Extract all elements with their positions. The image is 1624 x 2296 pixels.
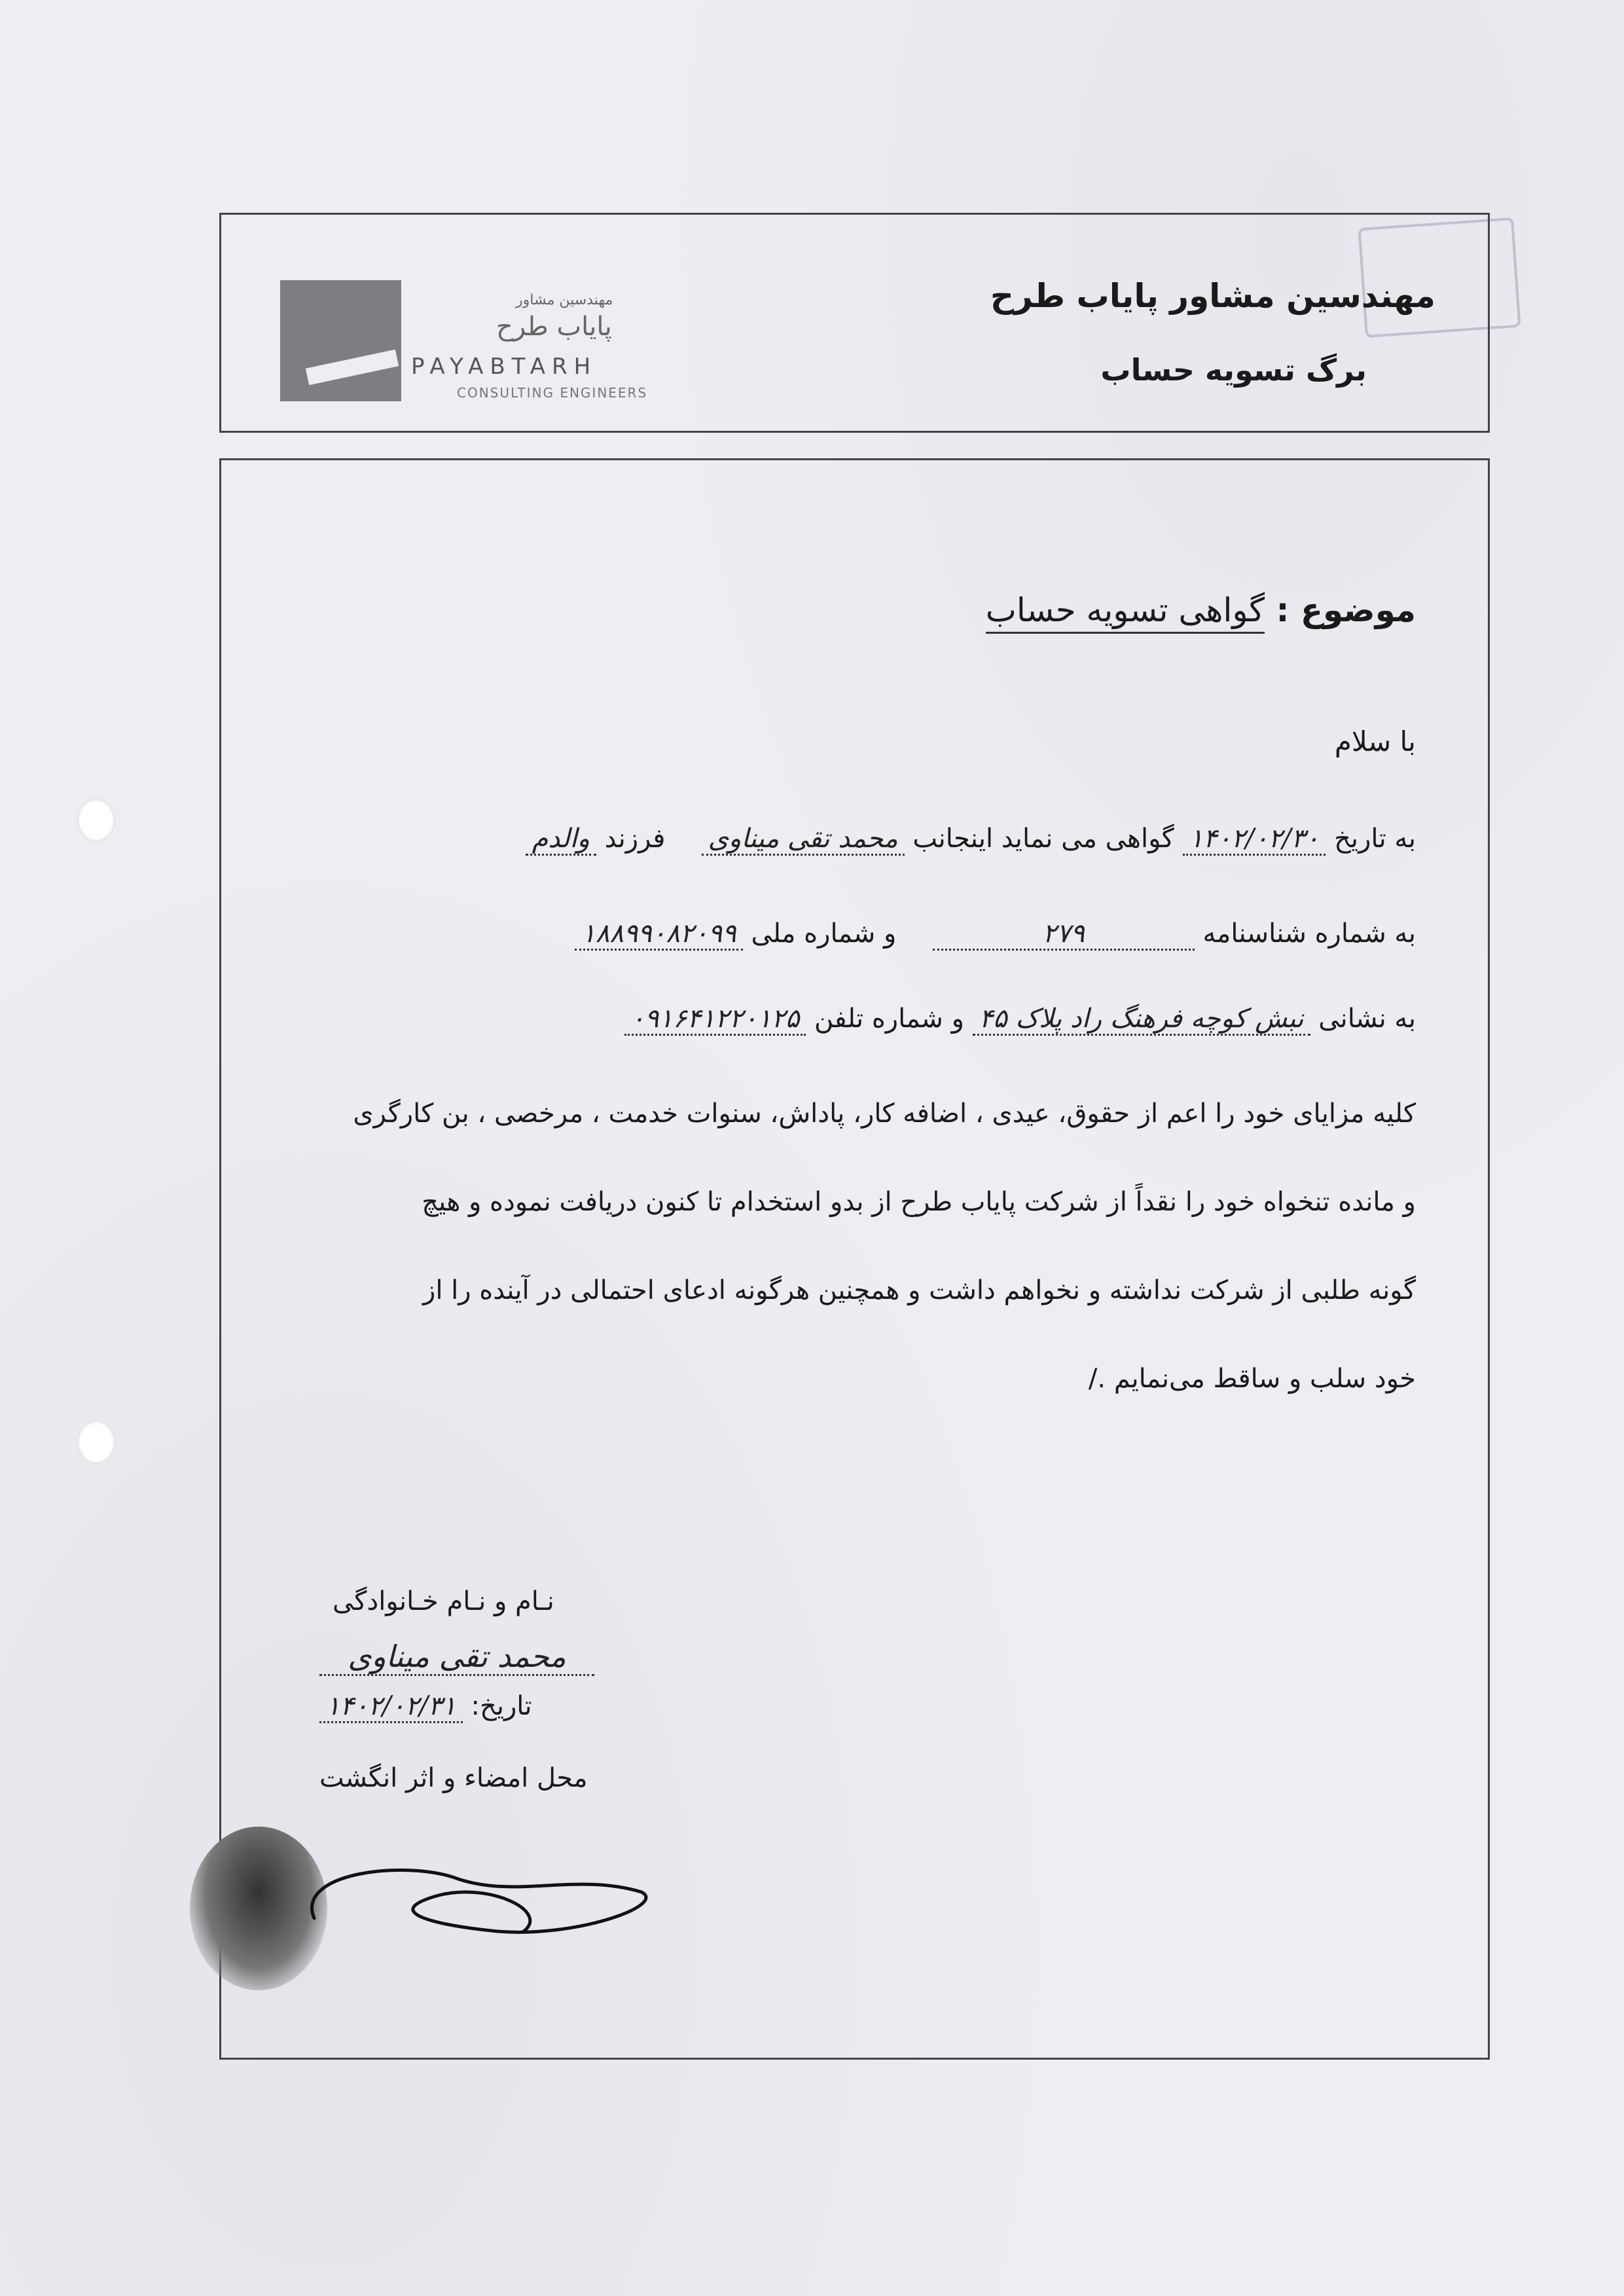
logo-mark-icon [280, 280, 401, 401]
phone-label: و شماره تلفن [814, 1004, 964, 1034]
punch-hole [77, 1421, 115, 1464]
child-label: فرزند [604, 824, 666, 854]
handwritten-signature [301, 1833, 668, 1951]
form-line-3 [624, 1004, 1416, 1036]
subject-value: گواهی تسویه حساب [986, 591, 1265, 634]
signature-date-value: ۱۴۰۲/۰۲/۳۱ [319, 1691, 463, 1723]
paragraph-line: کلیه مزایای خود را اعم از حقوق، عیدی ، اضافه کار، پاداش، سنوات خدمت ، مرخصی ، بن کارگری [353, 1099, 1416, 1129]
subject-label: موضوع : [1276, 591, 1416, 629]
logo-name-fa-small: مهندسین مشاور [516, 292, 613, 308]
date-field: ۱۴۰۲/۰۲/۳۰ [1183, 824, 1326, 856]
logo-subtitle: CONSULTING ENGINEERS [457, 385, 648, 401]
form-line-1 [526, 824, 1416, 856]
phone-field: ۰۹۱۶۴۱۲۲۰۱۲۵ [624, 1004, 806, 1036]
company-logo [280, 274, 725, 405]
national-label: و شماره ملی [751, 919, 897, 949]
paragraph-line: گونه طلبی از شرکت نداشته و نخواهم داشت و همچنین هرگونه ادعای احتمالی در آینده را از [423, 1275, 1416, 1305]
signature-date-label: تاریخ: [471, 1691, 532, 1721]
signature-name-handwriting: محمد تقی میناوی [348, 1639, 566, 1674]
father-field: والدم [526, 824, 596, 856]
signature-name-label: نـام و نـام خـانوادگی [333, 1586, 554, 1616]
paragraph-line: خود سلب و ساقط می‌نمایم ./ [1088, 1364, 1416, 1394]
header-box [219, 213, 1490, 433]
address-field: نبش کوچه فرهنگ راد پلاک ۴۵ [973, 1004, 1310, 1036]
certify-text: گواهی می نماید اینجانب [912, 824, 1174, 854]
greeting: با سلام [1334, 725, 1416, 757]
name-field: محمد تقی میناوی [702, 824, 905, 856]
signature-name-value [319, 1639, 594, 1676]
national-number-field: ۱۸۸۹۹۰۸۲۰۹۹ [575, 919, 742, 951]
date-prefix: به تاریخ [1334, 824, 1416, 854]
body-box [219, 458, 1490, 2060]
id-label: به شماره شناسنامه [1202, 919, 1416, 949]
id-number-field: ۲۷۹ [933, 919, 1195, 951]
signature-date-line [319, 1691, 532, 1723]
signature-place-label: محل امضاء و اثر انگشت [319, 1763, 588, 1793]
form-title: برگ تسویه حساب [1100, 352, 1367, 388]
punch-hole [77, 799, 115, 842]
logo-name-en: PAYABTARH [411, 354, 598, 380]
subject-line [986, 591, 1416, 629]
company-name: مهندسین مشاور پایاب طرح [990, 277, 1435, 315]
address-label: به نشانی [1318, 1004, 1416, 1034]
logo-name-fa: پایاب طرح [496, 312, 612, 342]
form-line-2 [575, 919, 1416, 951]
paragraph-line: و مانده تنخواه خود را نقداً از شرکت پایاب طرح از بدو استخدام تا کنون دریافت نموده و هیچ [422, 1187, 1416, 1217]
